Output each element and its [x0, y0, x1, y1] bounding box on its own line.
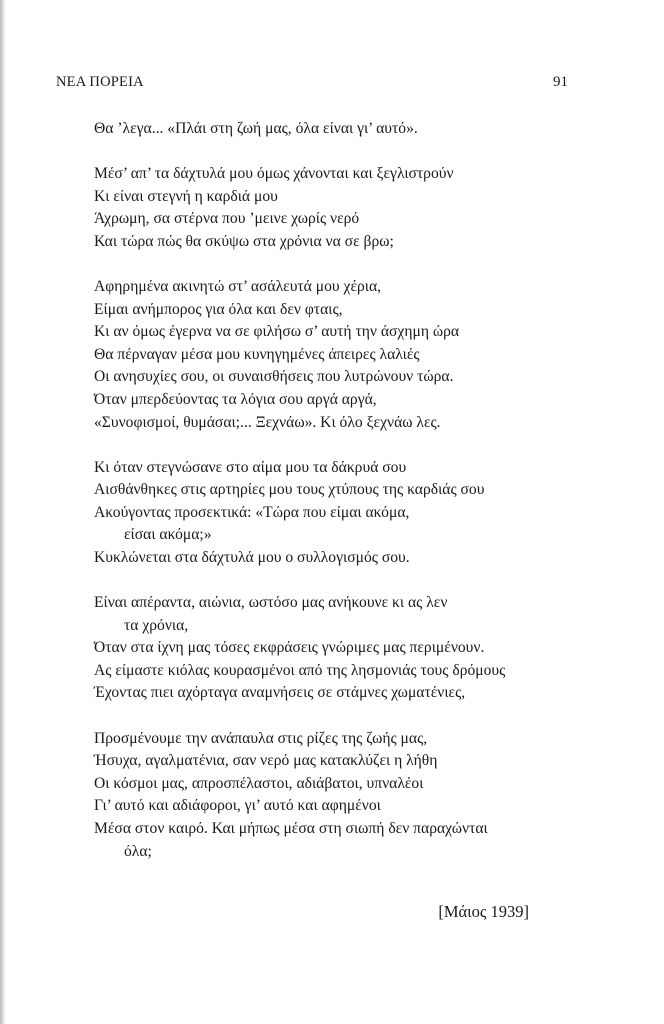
poem-line: Ας είμαστε κιόλας κουρασμένοι από της λησμονιάς τους δρόμους: [94, 661, 506, 679]
stanza-break: [94, 141, 574, 164]
poem-line: Μέσα στον καιρό. Και μήπως μέσα στη σιωπή δεν παραχώνται: [94, 819, 488, 837]
stanza-break: [94, 253, 574, 276]
poem-line: Ήσυχα, αγαλματένια, σαν νερό μας κατακλύζει η λήθη: [94, 752, 438, 770]
poem-line: Κυκλώνεται στα δάχτυλά μου ο συλλογισμός σου.: [94, 549, 410, 566]
poem-line: Είναι απέραντα, αιώνια, ωστόσο μας ανήκουνε κι ας λεν: [94, 594, 448, 612]
poem-line-continuation: τα χρόνια,: [124, 616, 189, 634]
stanza-break: [94, 705, 574, 728]
poem-line: Όταν μπερδεύοντας τα λόγια σου αργά αργά,: [94, 390, 377, 408]
stanza-break: [94, 434, 574, 457]
poem-line: Θα πέρναγαν μέσα μου κυνηγημένες άπειρες λαλιές: [94, 345, 420, 363]
poem-line: Κι αν όμως έγερνα να σε φιλήσω σ’ αυτή την άσχημη ώρα: [94, 323, 460, 341]
poem-line-continuation: είσαι ακόμα;»: [124, 526, 212, 544]
poem-line: Ακούγοντας προσεκτικά: «Τώρα που είμαι ακόμα,: [94, 503, 410, 521]
poem-line: Κι όταν στεγνώσανε στο αίμα μου τα δάκρυά σου: [94, 458, 407, 476]
poem-line: Αισθάνθηκες στις αρτηρίες μου τους χτύπους της καρδιάς σου: [94, 481, 485, 499]
poem-line: Όταν στα ίχνη μας τόσες εκφράσεις γνώριμες μας περιμένουν.: [94, 639, 485, 657]
poem-line: Οι ανησυχίες σου, οι συναισθήσεις που λυτρώνουν τώρα.: [94, 368, 454, 386]
poem-line: Και τώρα πώς θα σκύψω στα χρόνια να σε βρω;: [94, 232, 394, 250]
poem-line: Έχοντας πιει αχόρταγα αναμνήσεις σε στάμνες χωματένιες,: [94, 684, 466, 702]
running-head: ΝΕΑ ΠΟΡΕΙΑ: [56, 74, 144, 90]
poem-line: Θα ’λεγα... «Πλάι στη ζωή μας, όλα είναι γι’ αυτό».: [94, 120, 418, 137]
poem-line: Γι’ αυτό και αδιάφοροι, γι’ αυτό και αφημένοι: [94, 797, 381, 815]
poem-line: «Συνοφισμοί, θυμάσαι;... Ξεχνάω». Κι όλο ξεχνάω λες.: [94, 413, 441, 431]
poem-line: Αφηρημένα ακινητώ στ’ ασάλευτά μου χέρια,: [94, 277, 382, 295]
poem-line-continuation: όλα;: [124, 842, 152, 860]
page-number: 91: [553, 74, 568, 90]
poem-line: Κι είναι στεγνή η καρδιά μου: [94, 187, 278, 205]
poem-line: Οι κόσμοι μας, απροσπέλαστοι, αδιάβατοι, υπναλέοι: [94, 774, 424, 792]
poem-line: Άχρωμη, σα στέρνα που ’μεινε χωρίς νερό: [94, 210, 360, 228]
page-gutter-shadow: [0, 0, 6, 1024]
poem-date: [Μάιος 1939]: [438, 902, 529, 921]
poem-line: Είμαι ανήμπορος για όλα και δεν φταις,: [94, 300, 343, 318]
poem-line: Προσμένουμε την ανάπαυλα στις ρίζες της ζωής μας,: [94, 729, 428, 747]
poem-line: Μέσ’ απ’ τα δάχτυλά μου όμως χάνονται και ξεγλιστρούν: [94, 165, 454, 183]
poem-body: [94, 118, 574, 863]
stanza-break: [94, 570, 574, 593]
